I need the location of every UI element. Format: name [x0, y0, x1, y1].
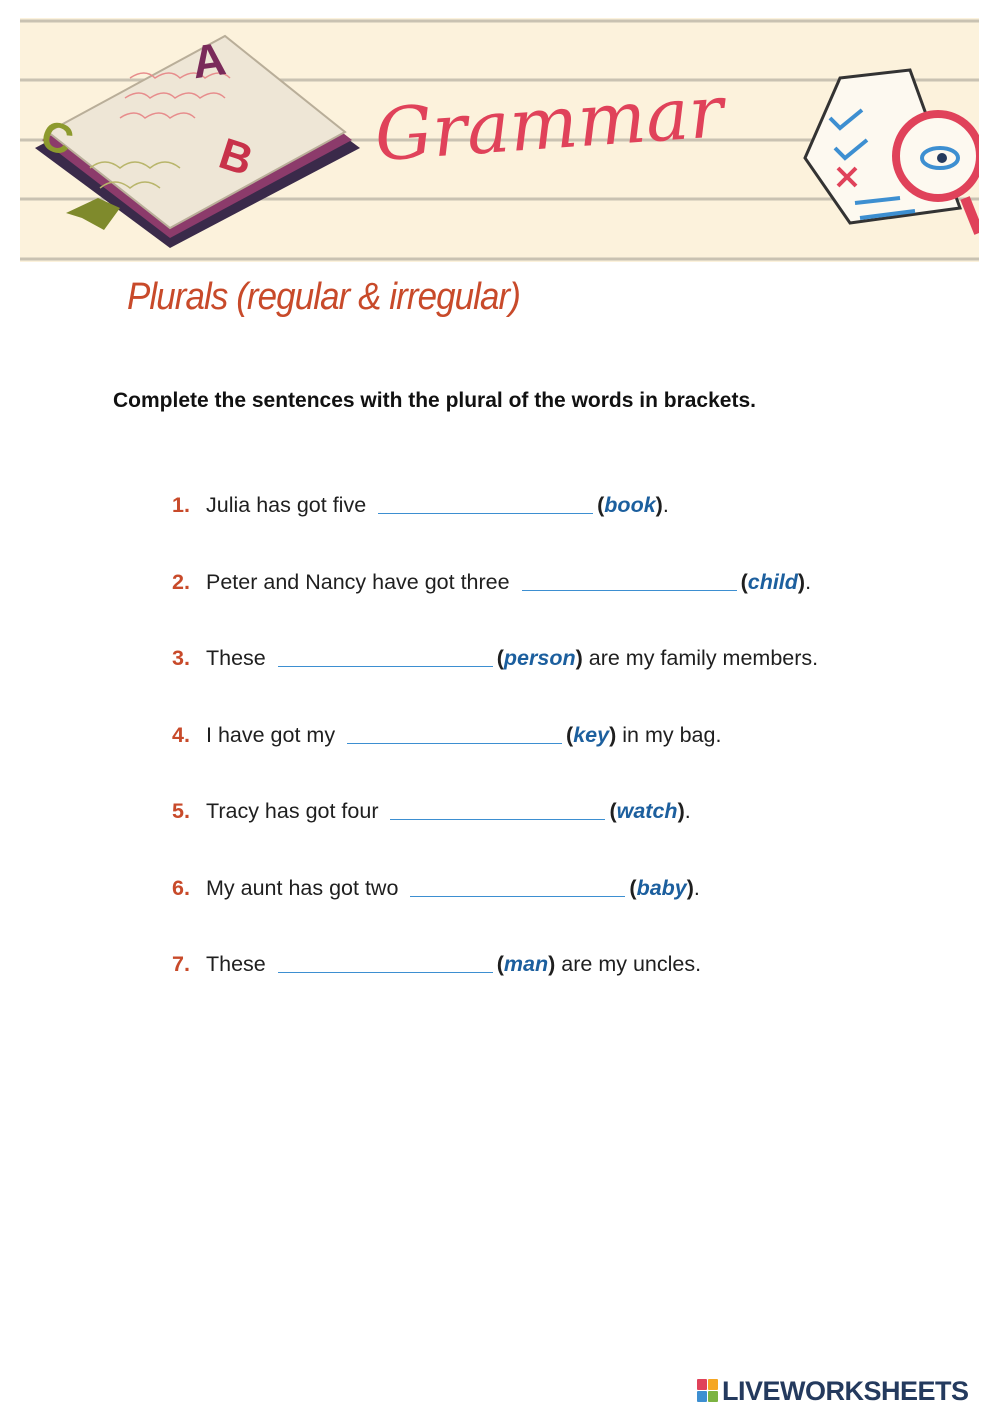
item-text-before: Peter and Nancy have got three — [206, 569, 516, 594]
open-bracket: ( — [566, 722, 574, 747]
item-number: 3. — [172, 646, 190, 670]
item-number: 4. — [172, 722, 190, 747]
answer-blank-7[interactable] — [278, 951, 493, 973]
page-title: Plurals (regular & irregular) — [127, 276, 520, 318]
book-letter-c: C — [34, 110, 80, 165]
item-text-after: in my bag. — [616, 722, 722, 747]
instructions: Complete the sentences with the plural of the words in brackets. — [113, 389, 756, 412]
close-bracket: ) — [797, 569, 806, 594]
checklist-magnifier-icon — [805, 70, 979, 233]
bracket-word: watch — [616, 799, 678, 823]
answer-blank-1[interactable] — [378, 492, 593, 514]
bracket-word: baby — [636, 875, 687, 900]
book-letter-a: A — [188, 32, 229, 89]
item-text-after: . — [805, 569, 812, 594]
exercise-list — [172, 490, 972, 1026]
bracket-word: person — [503, 646, 576, 670]
item-text-before: Tracy has got four — [206, 799, 385, 823]
brand-name: LIVEWORKSHEETS — [722, 1375, 969, 1406]
open-bracket: ( — [740, 569, 748, 594]
open-bracket: ( — [629, 875, 637, 900]
item-text-after: are my uncles. — [555, 952, 702, 976]
banner-illustration — [20, 18, 979, 262]
item-text-after: . — [662, 493, 669, 517]
answer-blank-6[interactable] — [410, 875, 625, 897]
close-bracket: ) — [655, 493, 663, 517]
open-bracket: ( — [496, 952, 504, 976]
close-bracket: ) — [575, 646, 583, 670]
book-icon — [35, 32, 360, 248]
bracket-word: child — [747, 569, 798, 594]
item-number: 2. — [172, 569, 190, 594]
item-text-after: . — [684, 799, 691, 823]
item-text-before: I have got my — [206, 722, 342, 747]
exercise-item-5 — [172, 796, 972, 873]
answer-blank-2[interactable] — [522, 569, 737, 591]
item-number: 6. — [172, 875, 190, 900]
close-bracket: ) — [609, 722, 617, 747]
liveworksheets-logo-icon — [697, 1379, 719, 1403]
bracket-word: book — [604, 493, 656, 517]
exercise-item-3 — [172, 643, 972, 720]
item-text-before: These — [206, 646, 272, 670]
open-bracket: ( — [496, 646, 504, 670]
item-text-after: are my family members. — [582, 646, 819, 670]
banner-heading: Grammar — [372, 69, 726, 178]
item-number: 1. — [172, 493, 190, 517]
answer-blank-3[interactable] — [278, 645, 493, 667]
item-text-before: My aunt has got two — [206, 875, 405, 900]
close-bracket: ) — [548, 952, 556, 976]
exercise-item-7 — [172, 949, 972, 1026]
open-bracket: ( — [609, 799, 617, 823]
item-text-before: These — [206, 952, 272, 976]
open-bracket: ( — [597, 493, 605, 517]
close-bracket: ) — [677, 799, 685, 823]
bracket-word: man — [503, 952, 549, 976]
exercise-item-6 — [172, 873, 972, 950]
answer-blank-4[interactable] — [347, 722, 562, 744]
exercise-item-4 — [172, 720, 972, 797]
header-banner — [20, 18, 979, 262]
bracket-word: key — [573, 722, 610, 747]
close-bracket: ) — [686, 875, 694, 900]
footer-brand — [697, 1376, 969, 1406]
book-letter-b: B — [213, 128, 259, 186]
exercise-item-1 — [172, 490, 972, 567]
item-text-after: . — [693, 875, 700, 900]
item-number: 7. — [172, 952, 190, 976]
answer-blank-5[interactable] — [390, 798, 605, 820]
item-text-before: Julia has got five — [206, 493, 373, 517]
item-number: 5. — [172, 799, 190, 823]
exercise-item-2 — [172, 567, 972, 644]
